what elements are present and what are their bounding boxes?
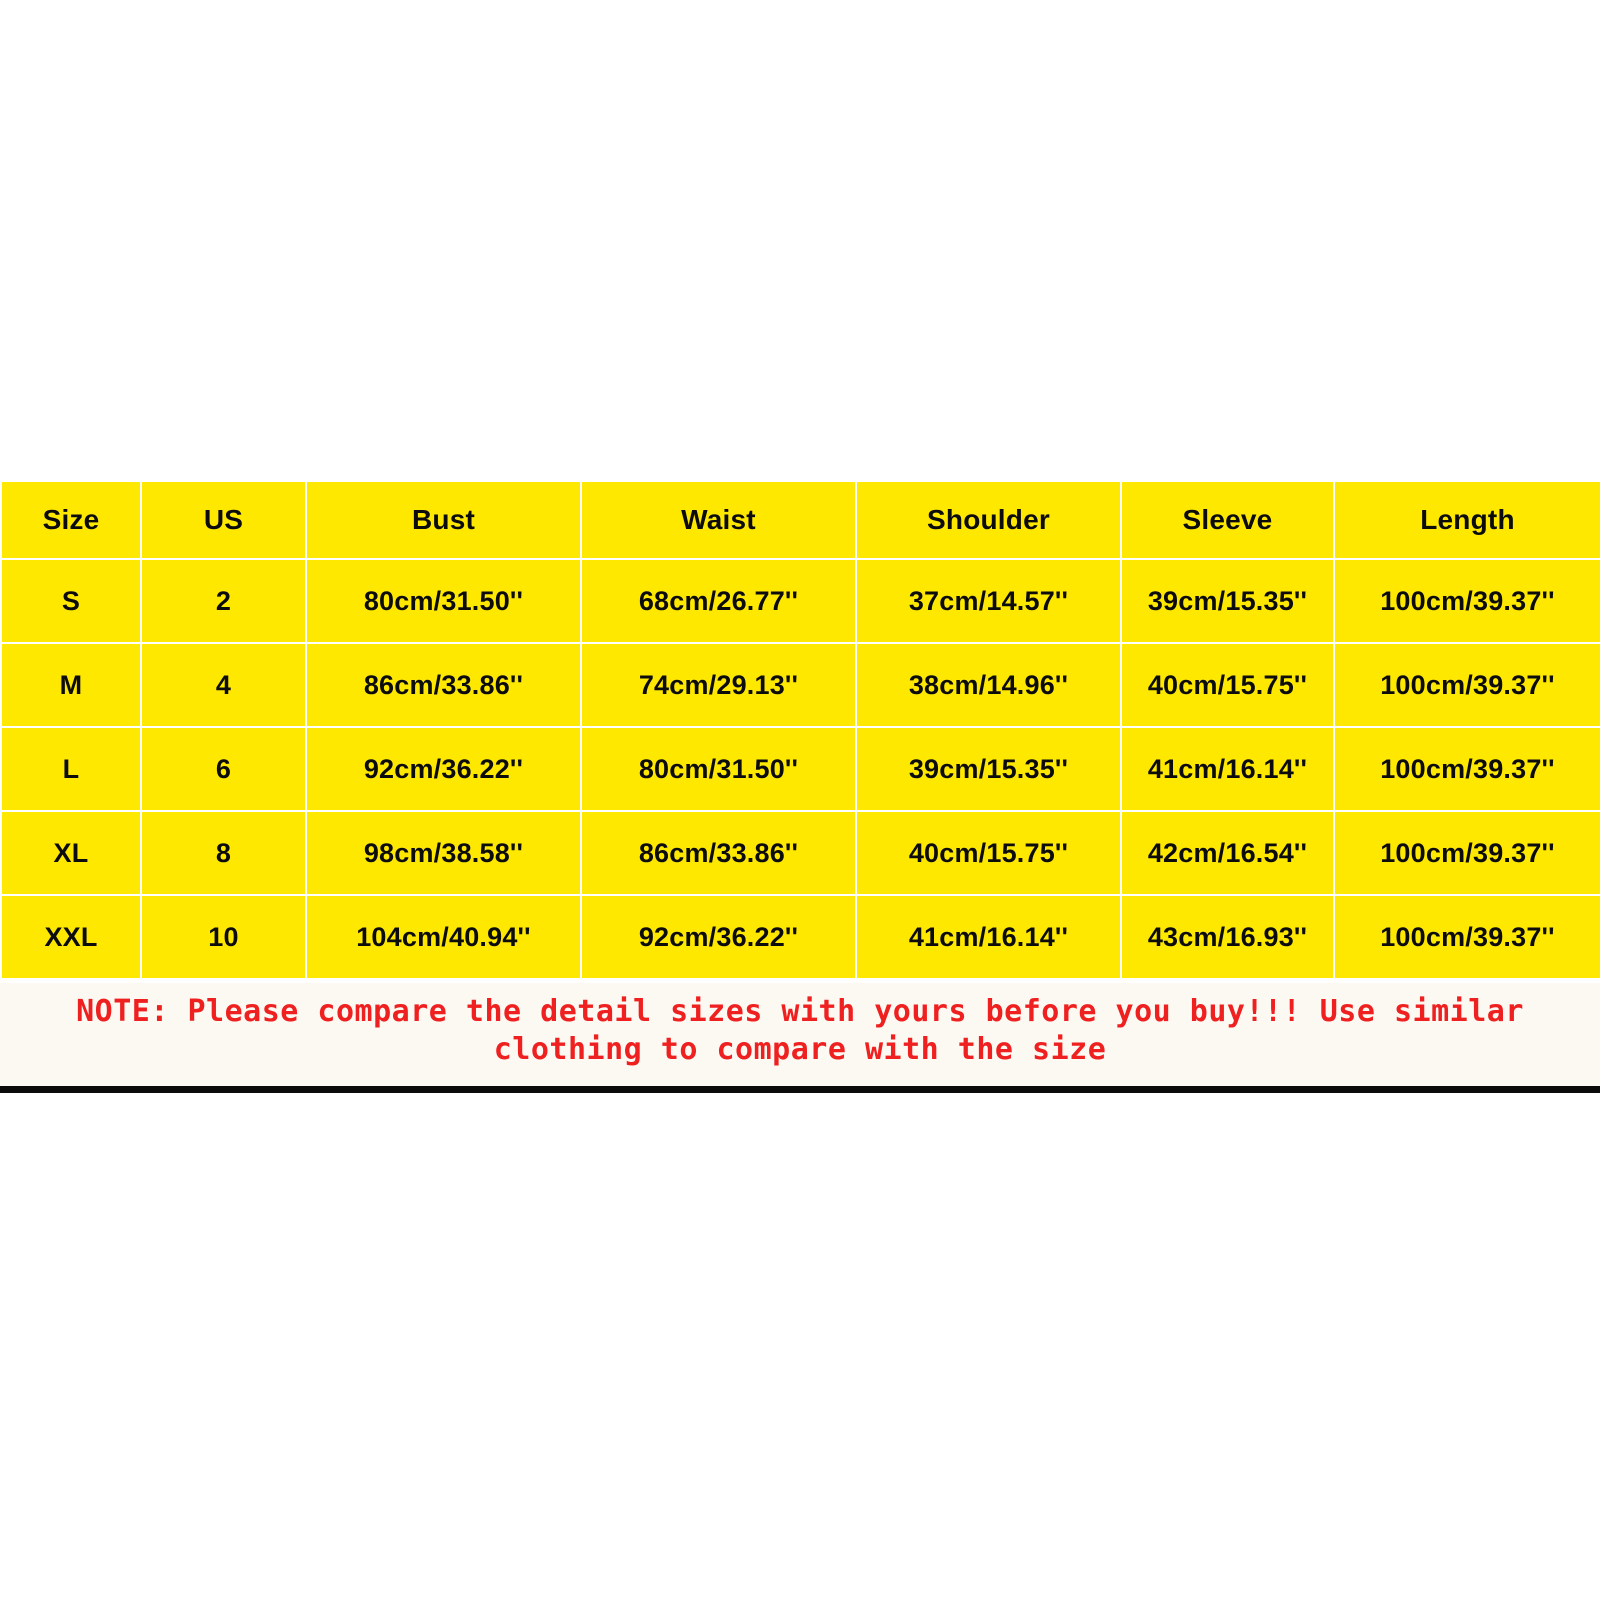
cell-waist: 86cm/33.86'' <box>581 811 856 895</box>
column-header-length: Length <box>1334 481 1600 559</box>
cell-shoulder: 40cm/15.75'' <box>856 811 1121 895</box>
column-header-size: Size <box>1 481 141 559</box>
note-line-2: clothing to compare with the size <box>493 1032 1107 1068</box>
cell-sleeve: 39cm/15.35'' <box>1121 559 1334 643</box>
cell-size: L <box>1 727 141 811</box>
cell-bust: 104cm/40.94'' <box>306 895 581 979</box>
cell-sleeve: 43cm/16.93'' <box>1121 895 1334 979</box>
cell-bust: 98cm/38.58'' <box>306 811 581 895</box>
cell-shoulder: 37cm/14.57'' <box>856 559 1121 643</box>
column-header-bust: Bust <box>306 481 581 559</box>
cell-size: XXL <box>1 895 141 979</box>
cell-bust: 80cm/31.50'' <box>306 559 581 643</box>
column-header-sleeve: Sleeve <box>1121 481 1334 559</box>
note-line-1: NOTE: Please compare the detail sizes with yours before you buy!!! Use similar <box>76 994 1524 1029</box>
table-row <box>1 643 1600 727</box>
table-header-row <box>1 481 1600 559</box>
cell-us: 4 <box>141 643 306 727</box>
cell-waist: 92cm/36.22'' <box>581 895 856 979</box>
cell-shoulder: 38cm/14.96'' <box>856 643 1121 727</box>
cell-length: 100cm/39.37'' <box>1334 895 1600 979</box>
cell-size: M <box>1 643 141 727</box>
size-chart-table <box>0 480 1600 980</box>
cell-us: 10 <box>141 895 306 979</box>
table-row <box>1 811 1600 895</box>
cell-us: 8 <box>141 811 306 895</box>
table-row <box>1 727 1600 811</box>
column-header-waist: Waist <box>581 481 856 559</box>
cell-sleeve: 41cm/16.14'' <box>1121 727 1334 811</box>
cell-size: S <box>1 559 141 643</box>
cell-sleeve: 40cm/15.75'' <box>1121 643 1334 727</box>
cell-waist: 74cm/29.13'' <box>581 643 856 727</box>
cell-us: 6 <box>141 727 306 811</box>
column-header-shoulder: Shoulder <box>856 481 1121 559</box>
cell-bust: 86cm/33.86'' <box>306 643 581 727</box>
cell-waist: 80cm/31.50'' <box>581 727 856 811</box>
cell-length: 100cm/39.37'' <box>1334 643 1600 727</box>
cell-length: 100cm/39.37'' <box>1334 811 1600 895</box>
cell-size: XL <box>1 811 141 895</box>
table-row <box>1 559 1600 643</box>
cell-sleeve: 42cm/16.54'' <box>1121 811 1334 895</box>
cell-length: 100cm/39.37'' <box>1334 559 1600 643</box>
table-row <box>1 895 1600 979</box>
cell-waist: 68cm/26.77'' <box>581 559 856 643</box>
cell-shoulder: 41cm/16.14'' <box>856 895 1121 979</box>
cell-shoulder: 39cm/15.35'' <box>856 727 1121 811</box>
cell-length: 100cm/39.37'' <box>1334 727 1600 811</box>
cell-us: 2 <box>141 559 306 643</box>
size-chart-container <box>0 480 1600 1093</box>
cell-bust: 92cm/36.22'' <box>306 727 581 811</box>
note-box <box>0 980 1600 1093</box>
column-header-us: US <box>141 481 306 559</box>
